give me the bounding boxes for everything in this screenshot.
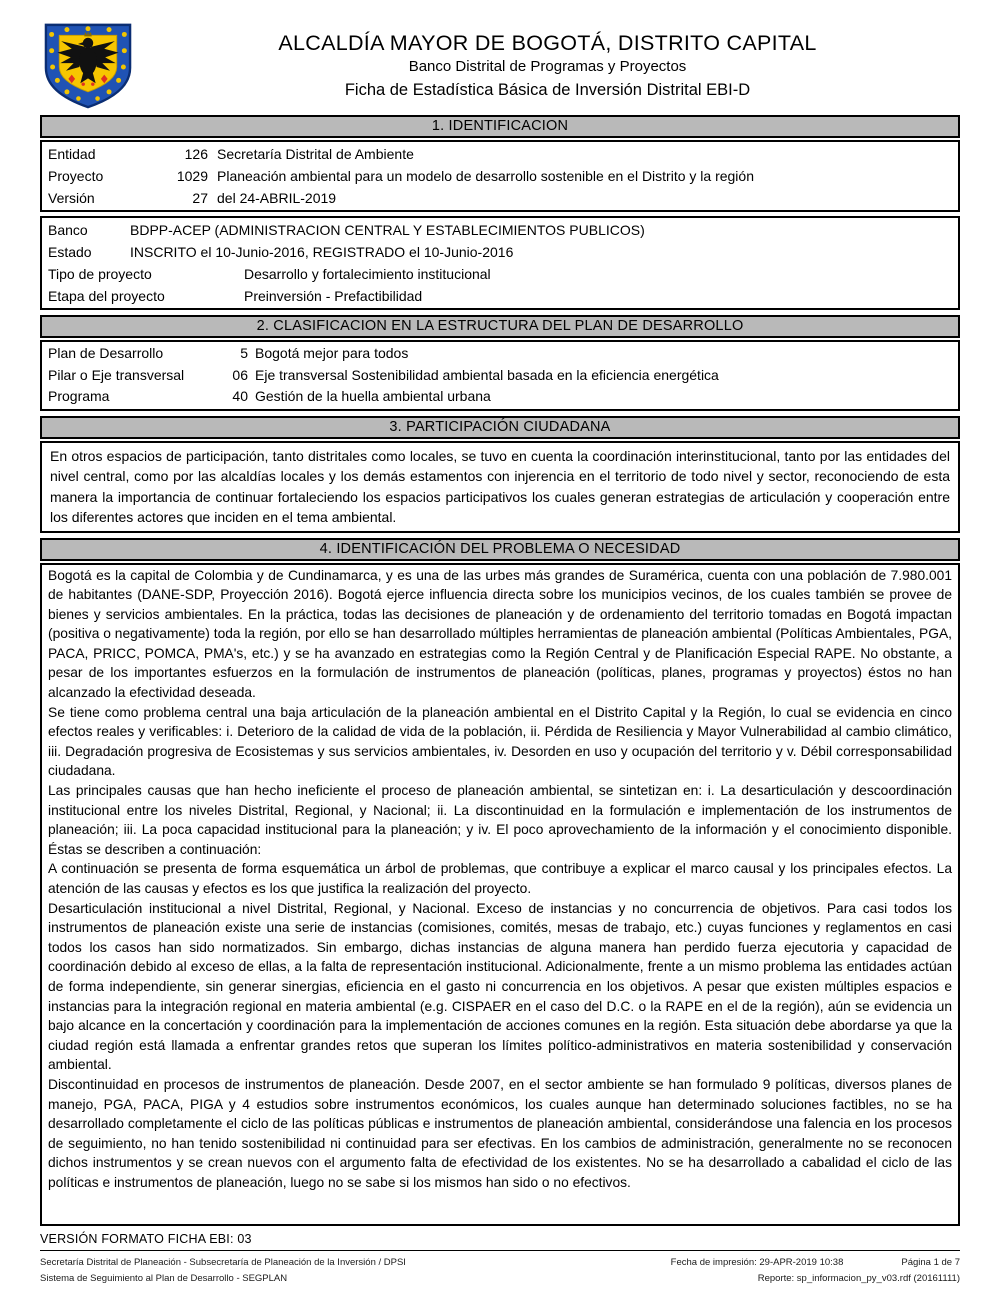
participation-text: En otros espacios de participación, tanto distritales como locales, se tuvo en cuenta la coordinación interinstitucional, tanto por las entidades del nivel central, como por las alcaldías locales y los demás estamentos con injerencia en el territorio de todo nivel y sector, reconociendo de esta manera la importancia de continuar fortaleciendo los espacios participativos los cuales generan estrategias de articulación y cooperación entre los diferentes actores que inciden en el tema ambiental. bbox=[50, 447, 950, 525]
row-version bbox=[48, 187, 952, 209]
document-header bbox=[40, 20, 960, 112]
problem-paragraph: Discontinuidad en procesos de instrumentos de planeación. Desde 2007, en el sector ambiente se han formulado 9 políticas, diversos planes de manejo, PGA, PACA, PIGA y 4 estudios sobre instrumentos económicos, los cuales aunque han determinado soluciones factibles, no se ha desarrollado completamente el ciclo de las políticas públicas e instrumentos de planeación ambiental, considerándose una falencia en los procesos de seguimiento, no han tenido sostenibilidad ni continuidad para ser efectivas. En los cambios de administración, generalmente no se reconocen dichos instrumentos y se crean nuevos con el argumento falta de efectividad de los existentes. No se ha desarrollado a cabalidad el ciclo de las políticas e instrumentos de planeación, luego no se sabe si los mismos han sido o no efectivos. bbox=[48, 1076, 952, 1190]
row-value: Desarrollo y fortalecimiento institucional bbox=[244, 266, 491, 282]
section-2-classification-box bbox=[40, 340, 960, 411]
row-code: 5 bbox=[240, 345, 248, 361]
footer-left bbox=[40, 1255, 406, 1287]
row-value: Secretaría Distrital de Ambiente bbox=[217, 146, 414, 162]
row-value: del 24-ABRIL-2019 bbox=[217, 190, 337, 206]
row-label: Programa bbox=[48, 388, 110, 404]
row-label: Versión bbox=[48, 190, 95, 206]
row-code: 40 bbox=[232, 388, 248, 404]
row-plan-desarrollo bbox=[48, 343, 952, 365]
row-label: Tipo de proyecto bbox=[48, 266, 152, 282]
footer-right bbox=[671, 1255, 960, 1287]
row-tipo-proyecto bbox=[48, 263, 952, 285]
problem-paragraph: Se tiene como problema central una baja articulación de la planeación ambiental en el Distrito Capital y la Región, lo cual se evidencia en cinco efectos reales y verificables: i. Deterioro de la calidad de vida de la población, ii. Pérdida de Resiliencia y Mayor Vulnerabilidad al cambio climático, iii. Degradación progresiva de Ecosistemas y sus servicios ambientales, iv. Desorden en uso y ocupación del territorio y v. Débil corresponsabilidad ciudadana. bbox=[48, 704, 952, 779]
row-value: Eje transversal Sostenibilidad ambiental basada en la eficiencia energética bbox=[255, 366, 719, 383]
row-proyecto bbox=[48, 165, 952, 187]
format-version-label: VERSIÓN FORMATO FICHA EBI: 03 bbox=[40, 1231, 252, 1246]
document-subtitle-ficha: Ficha de Estadística Básica de Inversión Distrital EBI-D bbox=[344, 81, 751, 99]
row-value: Preinversión - Prefactibilidad bbox=[244, 288, 423, 304]
row-value: BDPP-ACEP (ADMINISTRACION CENTRAL Y ESTABLECIMIENTOS PUBLICOS) bbox=[130, 222, 645, 238]
row-code: 06 bbox=[232, 366, 248, 383]
row-etapa-proyecto bbox=[48, 285, 952, 307]
section-3-participation-box bbox=[40, 441, 960, 533]
problem-paragraph: Desarticulación institucional a nivel Distrital, Regional, y Nacional. Exceso de instancias y no concurrencia de objetivos. Para casi todos los instrumentos de planeación existe una serie de instancias (comisiones, comités, mesas de trabajo, etc.) cuyas funciones y reglamentos en casi todos los casos han sido normatizados. Sin embargo, dichas instancias de alguna manera han perdido fuerza ejecutoria y capacidad de coordinación debido al exceso de ellas, a la falta de representación institucional. Adicionalmente, frente a un mismo problema las entidades actúan de forma independiente, sin generar sinergias, eficiencia en el gasto ni concurrencia en los objetivos. A pesar que existen múltiples espacios e instancias para la integración regional en materia ambiental (e.g. CISPAER en el caso del D.C. o la RAPE en el de la región), aún se evidencia un bajo alcance en la concertación y coordinación para la implementación de acciones comunes en la región. Esta situación debe abordarse ya que la ciudad región está llamada a enfrentar grandes retos que superan los límites político-administrativos en materia sostenibilidad y conservación ambiental. bbox=[48, 900, 952, 1073]
row-label: Plan de Desarrollo bbox=[48, 345, 164, 361]
row-code: 1029 bbox=[176, 168, 208, 184]
report-id: Reporte: sp_informacion_py_v03.rdf (20161111) bbox=[757, 1272, 960, 1284]
row-label: Estado bbox=[48, 244, 92, 260]
footer-divider bbox=[40, 1250, 960, 1251]
row-code: 126 bbox=[184, 146, 208, 162]
section-1-bank-box bbox=[40, 216, 960, 310]
row-banco bbox=[48, 219, 952, 241]
page-number: Página 1 de 7 bbox=[901, 1256, 960, 1268]
section-4-header: 4. IDENTIFICACIÓN DEL PROBLEMA O NECESIDAD bbox=[40, 538, 960, 561]
row-entidad bbox=[48, 143, 952, 165]
problem-paragraph: Las principales causas que han hecho ineficiente el proceso de planeación ambiental, se sintetizan en: i. La desarticulación y descoordinación institucional entre los niveles Distrital, Regional, y Nacional; ii. La discontinuidad en la formulación e implementación de los instrumentos de planeación; iii. La poca capacidad institucional para la planeación; y iv. El poco aprovechamiento de la información y el conocimiento disponible. Éstas se describen a continuación: bbox=[48, 783, 952, 857]
row-value: Gestión de la huella ambiental urbana bbox=[255, 388, 491, 404]
row-value: Bogotá mejor para todos bbox=[255, 345, 409, 361]
document-title: ALCALDÍA MAYOR DE BOGOTÁ, DISTRITO CAPITAL bbox=[278, 31, 817, 55]
row-label: Proyecto bbox=[48, 168, 104, 184]
problem-paragraph: Bogotá es la capital de Colombia y de Cundinamarca, y es una de las urbes más grandes de Suramérica, cuenta con una población de 7.980.001 de habitantes (DANE-SDP, Proyección 2016). Bogotá ejerce influencia directa sobre los municipios vecinos, de los cuales también se provee de bienes y servicios ambientales. En la práctica, todas las decisiones de planeación y de ordenamiento del territorio tomadas en Bogotá impactan (positiva o negativamente) toda la región, por ello se han desarrollado múltiples herramientas de planeación ambiental (Políticas Ambientales, PGA, PACA, PRICC, POMCA, PMA's, etc.) y se ha avanzado en estrategias como la Región Central y de Planificación Especial RAPE. No obstante, a pesar de los importantes esfuerzos en la formulación de instrumentos de planeación (políticas, planes, programas y proyectos) éstos no han alcanzado la efectividad deseada. bbox=[48, 567, 952, 701]
row-label: Pilar o Eje transversal bbox=[48, 366, 185, 383]
row-label: Banco bbox=[48, 222, 88, 238]
row-estado bbox=[48, 241, 952, 263]
print-date: Fecha de impresión: 29-APR-2019 10:38 bbox=[670, 1256, 844, 1268]
row-label: Etapa del proyecto bbox=[48, 288, 165, 304]
footer-entity-line: Secretaría Distrital de Planeación - Subsecretaría de Planeación de la Inversión / DPSI bbox=[40, 1256, 406, 1268]
row-value: INSCRITO el 10-Junio-2016, REGISTRADO el 10-Junio-2016 bbox=[130, 244, 514, 260]
footer-system-line: Sistema de Seguimiento al Plan de Desarrollo - SEGPLAN bbox=[40, 1272, 288, 1284]
problem-paragraph: A continuación se presenta de forma esquemática un árbol de problemas, que contribuye a explicar el marco causal y los principales efectos. La atención de las causas y efectos es los que justifica la realización del proyecto. bbox=[48, 861, 952, 896]
section-2-header: 2. CLASIFICACION EN LA ESTRUCTURA DEL PLAN DE DESARROLLO bbox=[40, 315, 960, 338]
row-programa bbox=[48, 386, 952, 408]
page-footer bbox=[40, 1231, 960, 1287]
section-4-problem-box bbox=[40, 563, 960, 1226]
document-subtitle-bank: Banco Distrital de Programas y Proyectos bbox=[408, 58, 687, 75]
row-code: 27 bbox=[192, 190, 208, 206]
row-pilar-eje bbox=[48, 365, 952, 387]
document-titles bbox=[135, 20, 960, 102]
section-1-header: 1. IDENTIFICACION bbox=[40, 115, 960, 138]
row-value: Planeación ambiental para un modelo de desarrollo sostenible en el Distrito y la región bbox=[217, 168, 754, 184]
section-1-identification-box bbox=[40, 140, 960, 212]
bogota-coat-of-arms-icon bbox=[38, 22, 138, 110]
section-3-header: 3. PARTICIPACIÓN CIUDADANA bbox=[40, 416, 960, 439]
row-label: Entidad bbox=[48, 146, 96, 162]
